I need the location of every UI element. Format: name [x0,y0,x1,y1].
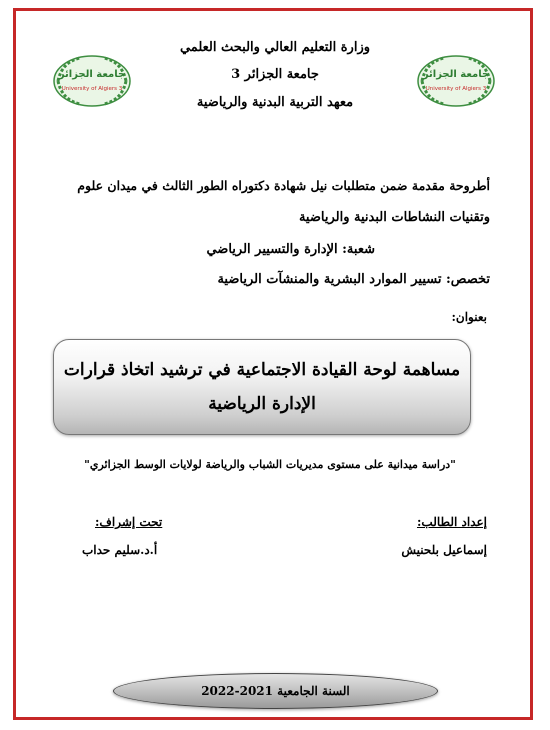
academic-year: السنة الجامعية 2021-2022 [201,684,350,698]
university-name: جامعة الجزائر 3 [231,67,319,82]
student-name: إسماعيل بلحنيش [401,543,487,557]
thesis-description-line2: وتقنيات النشاطات البدنية والرياضية [298,210,490,225]
logo-arabic-text: جامعة الجزائر [422,69,490,80]
thesis-branch: شعبة: الإدارة والتسيير الرياضي [206,242,375,257]
thesis-specialty: تخصص: تسيير الموارد البشرية والمنشآت الرياضية [217,272,490,287]
logo-latin-text: University of Algiers 3 [425,86,487,92]
logo-latin-text: University of Algiers 3 [61,86,123,92]
thesis-title-line2: الإدارة الرياضية [208,394,316,414]
academic-year-badge [113,673,438,709]
title-label: بعنوان: [451,310,487,324]
thesis-subtitle: "دراسة ميدانية على مستوى مديريات الشباب والرياضة لولايات الوسط الجزائري" [84,458,456,471]
thesis-title-line1: مساهمة لوحة القيادة الاجتماعية في ترشيد اتخاذ قرارات [63,360,461,380]
ministry-name: وزارة التعليم العالي والبحث العلمي [179,40,371,55]
thesis-description-line1: أطروحة مقدمة ضمن متطلبات نيل شهادة دكتوراه الطور الثالث في ميدان علوم [77,178,490,193]
logo-arabic-text: جامعة الجزائر [58,69,126,80]
supervisor-label: تحت إشراف: [95,515,163,529]
supervisor-name: أ.د.سليم حداب [82,543,158,557]
thesis-title-box [53,339,471,435]
student-label: إعداد الطالب: [416,515,487,529]
institute-name: معهد التربية البدنية والرياضية [196,95,354,110]
